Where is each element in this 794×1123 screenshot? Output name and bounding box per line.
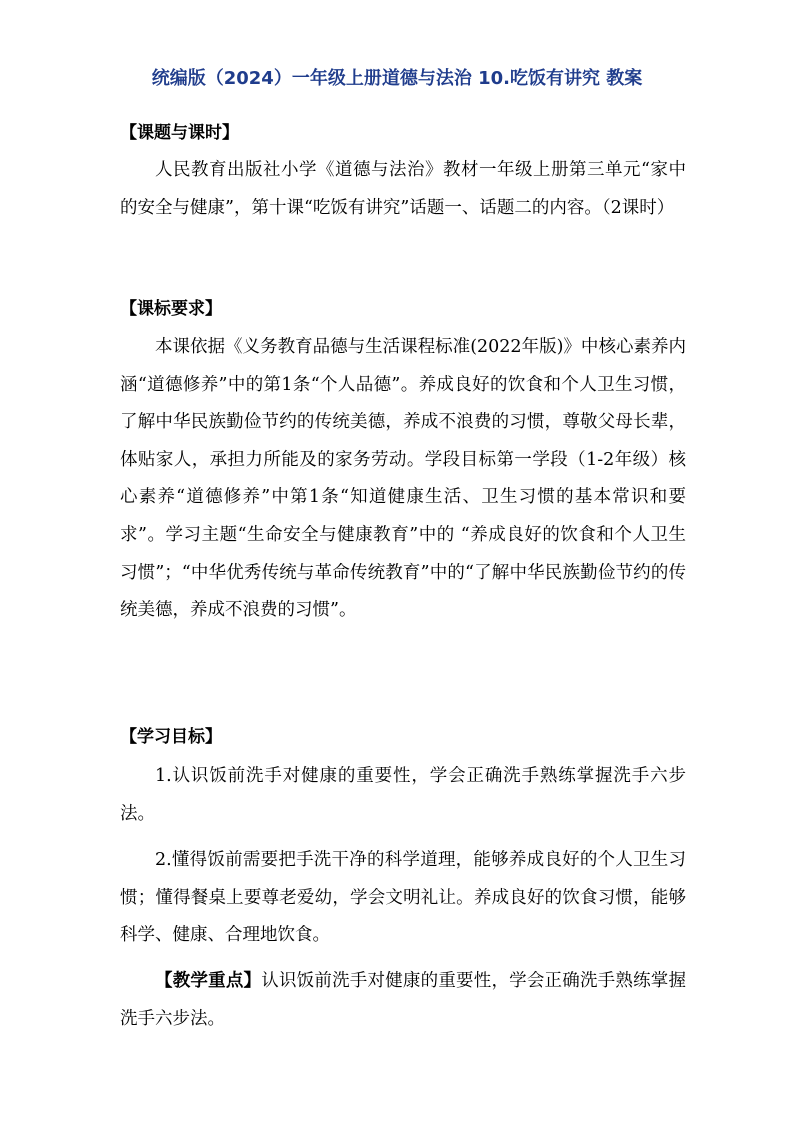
paragraph-standard: 本课依据《义务教育品德与生活课程标准(2022年版)》中核心素养内涵“道德修养”中的第1条“个人品德”。养成良好的饮食和个人卫生习惯，了解中华民族勤俭节约的传统美德，养成不浪费的习惯，尊敬父母长辈，体贴家人，承担力所能及的家务劳动。学段目标第一学段（1-2年级）核心素养“道德修养”中第1条“知道健康生活、卫生习惯的基本常识和要求”。学习主题“生命安全与健康教育”中的 “养成良好的饮食和个人卫生习惯”；“中华优秀传统与革命传统教育”中的“了解中华民族勤俭节约的传统美德，养成不浪费的习惯”。 xyxy=(120,337,686,621)
paragraph-goal-2: 2.懂得饭前需要把手洗干净的科学道理，能够养成良好的个人卫生习惯；懂得餐桌上要尊老爱幼，学会文明礼让。养成良好的饮食习惯，能够科学、健康、合理地饮食。 xyxy=(120,850,686,946)
focus-heading: 【教学重点】 xyxy=(155,971,262,991)
section-heading-standard: 【课标要求】 xyxy=(120,299,222,319)
document-title: 统编版（2024）一年级上册道德与法治 10.吃饭有讲究 教案 xyxy=(151,68,643,89)
paragraph-course: 人民教育出版社小学《道德与法治》教材一年级上册第三单元“家中的安全与健康”，第十课“吃饭有讲究”话题一、话题二的内容。（2课时） xyxy=(120,160,686,218)
focus-text: 认识饭前洗手对健康的重要性，学会正确洗手熟练掌握洗手六步法。 xyxy=(120,971,687,1029)
section-heading-goals: 【学习目标】 xyxy=(120,727,222,747)
paragraph-goal-1: 1.认识饭前洗手对健康的重要性，学会正确洗手熟练掌握洗手六步法。 xyxy=(120,766,686,824)
paragraph-focus xyxy=(120,963,686,1038)
section-heading-course: 【课题与课时】 xyxy=(120,123,239,143)
